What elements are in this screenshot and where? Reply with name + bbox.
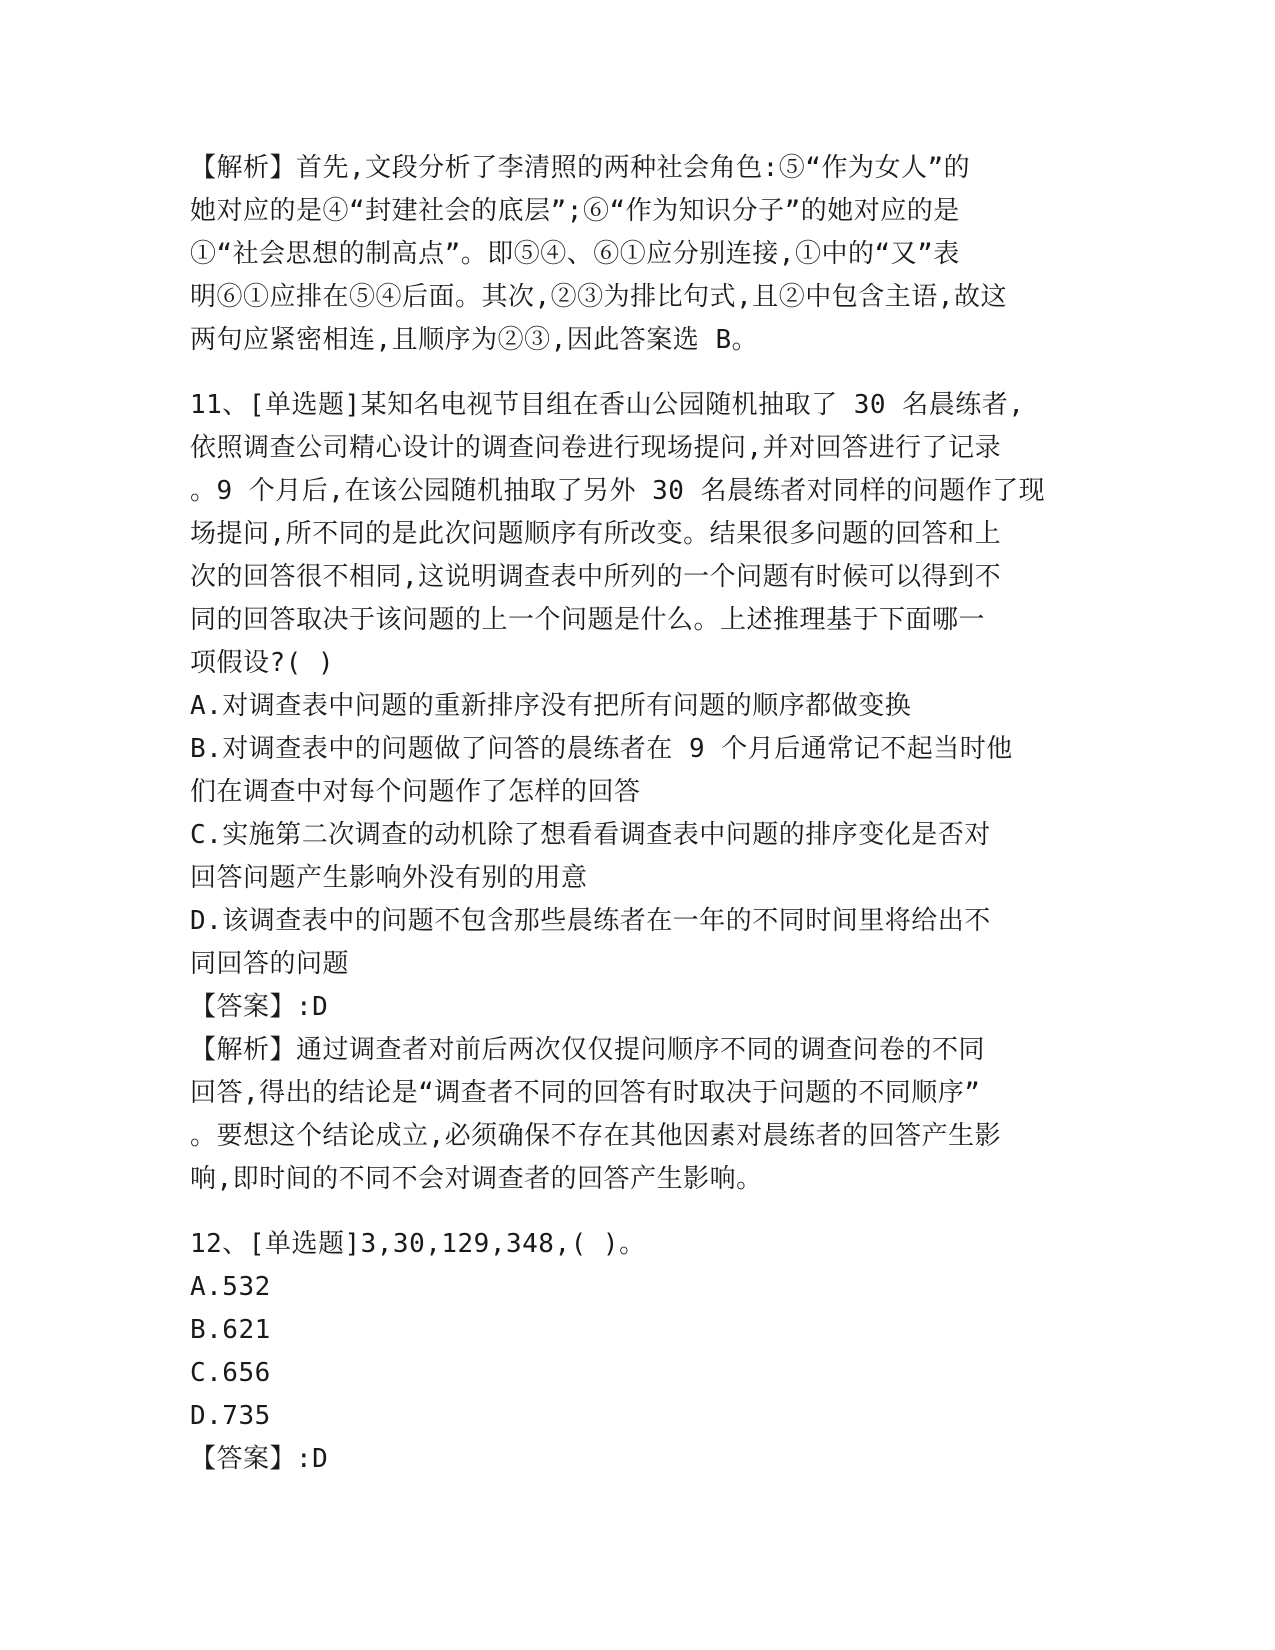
option-line: D.该调查表中的问题不包含那些晨练者在一年的不同时间里将给出不 — [190, 906, 991, 936]
stem-line: 同的回答取决于该问题的上一个问题是什么。上述推理基于下面哪一 — [190, 605, 986, 635]
question-stem: 12、[单选题]3,30,129,348,( )。 — [190, 1229, 646, 1259]
option-line: A.对调查表中问题的重新排序没有把所有问题的顺序都做变换 — [190, 691, 912, 721]
stem-line: 依照调查公司精心设计的调查问卷进行现场提问,并对回答进行了记录 — [190, 433, 1002, 463]
option-d — [190, 900, 1090, 986]
analysis-line: 回答,得出的结论是“调查者不同的回答有时取决于问题的不同顺序” — [190, 1078, 981, 1108]
analysis-line: 【解析】首先,文段分析了李清照的两种社会角色:⑤“作为女人”的 — [190, 153, 971, 183]
analysis-line: 响,即时间的不同不会对调查者的回答产生影响。 — [190, 1164, 763, 1194]
option-a — [190, 685, 1090, 728]
option-b — [190, 728, 1090, 814]
option-a: A.532 — [190, 1272, 271, 1302]
option-line: 回答问题产生影响外没有别的用意 — [190, 863, 588, 893]
option-c: C.656 — [190, 1358, 271, 1388]
analysis-line: 明⑥①应排在⑤④后面。其次,②③为排比句式,且②中包含主语,故这 — [190, 282, 1007, 312]
analysis-line: 【解析】通过调查者对前后两次仅仅提问顺序不同的调查问卷的不同 — [190, 1035, 986, 1065]
stem-line: 次的回答很不相同,这说明调查表中所列的一个问题有时候可以得到不 — [190, 562, 1002, 592]
analysis-line: 。要想这个结论成立,必须确保不存在其他因素对晨练者的回答产生影 — [190, 1121, 1002, 1151]
option-line: 同回答的问题 — [190, 949, 350, 979]
answer-label: 【答案】:D — [190, 992, 329, 1022]
question-11 — [190, 384, 1090, 1201]
option-line: 们在调查中对每个问题作了怎样的回答 — [190, 777, 641, 807]
stem-line: 项假设?( ) — [190, 648, 335, 678]
answer-label: 【答案】:D — [190, 1444, 329, 1474]
stem-line: 11、[单选题]某知名电视节目组在香山公园随机抽取了 30 名晨练者, — [190, 390, 1025, 420]
analysis-line: ①“社会思想的制高点”。即⑤④、⑥①应分别连接,①中的“又”表 — [190, 239, 960, 269]
document-page — [190, 147, 1090, 1481]
option-d: D.735 — [190, 1401, 271, 1431]
stem-line: 场提问,所不同的是此次问题顺序有所改变。结果很多问题的回答和上 — [190, 519, 1002, 549]
question-stem — [190, 384, 1090, 685]
option-b: B.621 — [190, 1315, 271, 1345]
section-spacer — [190, 362, 1090, 384]
analysis-line: 两句应紧密相连,且顺序为②③,因此答案选 B。 — [190, 325, 759, 355]
analysis-q11 — [190, 1029, 1090, 1201]
stem-line: 。9 个月后,在该公园随机抽取了另外 30 名晨练者对同样的问题作了现 — [190, 476, 1046, 506]
analysis-q10 — [190, 147, 1090, 362]
option-c — [190, 814, 1090, 900]
analysis-line: 她对应的是④“封建社会的底层”;⑥“作为知识分子”的她对应的是 — [190, 196, 960, 226]
option-line: C.实施第二次调查的动机除了想看看调查表中问题的排序变化是否对 — [190, 820, 991, 850]
section-spacer — [190, 1201, 1090, 1223]
question-12 — [190, 1223, 1090, 1481]
option-line: B.对调查表中的问题做了问答的晨练者在 9 个月后通常记不起当时他 — [190, 734, 1013, 764]
